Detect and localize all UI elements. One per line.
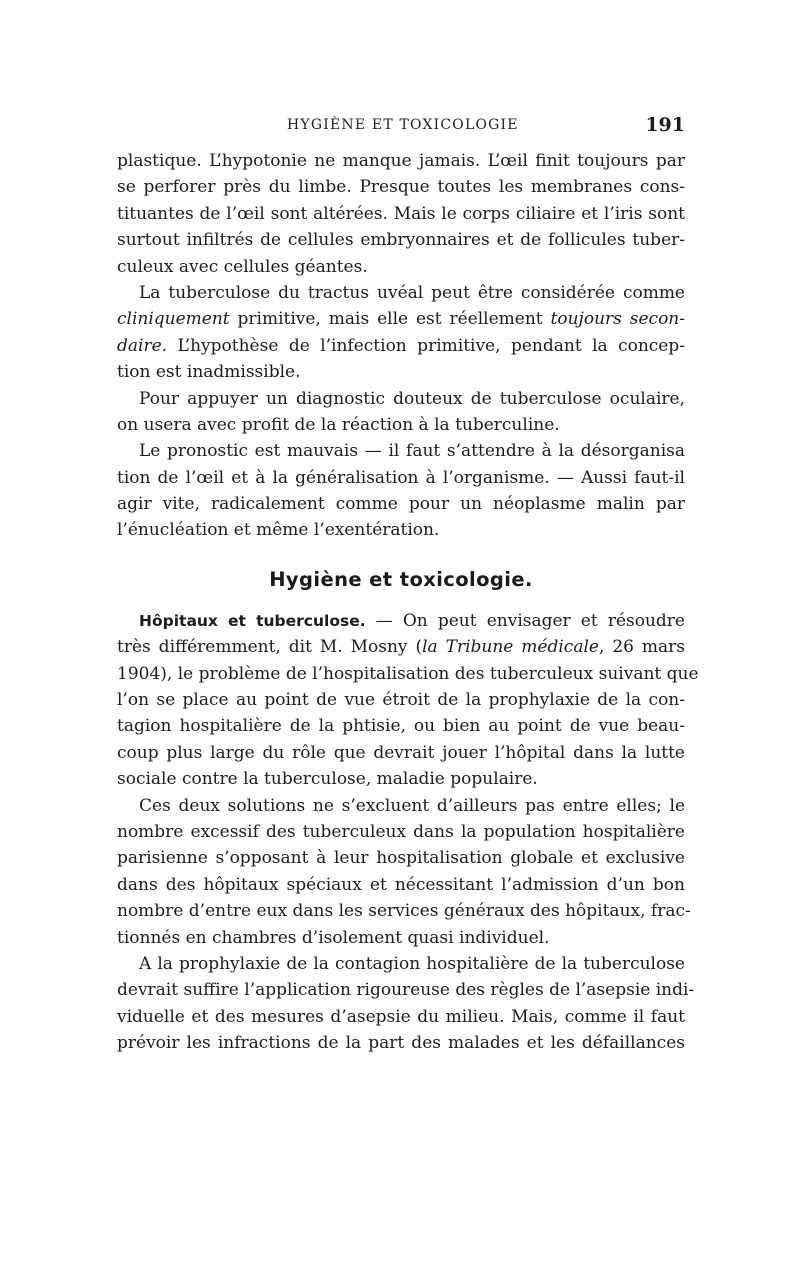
text-line: sociale contre la tuberculose, maladie populaire. — [117, 769, 538, 790]
text-line — [117, 333, 685, 359]
text-line: l’énucléation et même l’exentération. — [117, 520, 440, 541]
text-line: dans des hôpitaux spéciaux et nécessitant l’admission d’un bon — [117, 874, 685, 895]
text-line: prévoir les infractions de la part des malades et les défaillances — [117, 1033, 685, 1054]
text-run: primitive, mais elle est réellement — [229, 309, 551, 330]
section-heading: Hygiène et toxicologie. — [269, 567, 533, 591]
text-line: se perforer près du limbe. Presque toutes les membranes cons- — [117, 177, 685, 198]
text-line: devrait suffire l’application rigoureuse des règles de l’asepsie indi- — [117, 980, 695, 1001]
text-line: culeux avec cellules géantes. — [117, 256, 368, 277]
running-title: HYGIÈNE ET TOXICOLOGIE — [287, 117, 519, 133]
paragraph-3 — [117, 386, 685, 439]
italic-title: la Tribune médicale — [422, 637, 599, 658]
text-line — [117, 608, 685, 634]
text-line: La tuberculose du tractus uvéal peut être considérée comme — [139, 282, 685, 303]
text-line: surtout infiltrés de cellules embryonnaires et de follicules tuber- — [117, 230, 685, 251]
text-line: l’on se place au point de vue étroit de la prophylaxie de la con- — [117, 690, 685, 711]
text-run: L’hypothèse de l’infection primitive, pendant la concep- — [167, 335, 685, 356]
text-line: nombre excessif des tuberculeux dans la population hospitalière — [117, 821, 685, 842]
paragraph-6 — [117, 793, 691, 951]
text-line: Le pronostic est mauvais — il faut s’attendre à la désorganisa — [139, 441, 685, 462]
text-line: on usera avec profit de la réaction à la tuberculine. — [117, 414, 560, 435]
text-line: agir vite, radicalement comme pour un néoplasme malin par — [117, 494, 685, 515]
body-text — [117, 148, 699, 1057]
text-line: tituantes de l’œil sont altérées. Mais le corps ciliaire et l’iris sont — [117, 203, 685, 224]
text-line: tion de l’œil et à la généralisation à l’organisme. — Aussi faut-il — [117, 467, 685, 488]
text-run: , 26 mars — [598, 637, 685, 658]
paragraph-5 — [117, 608, 699, 793]
text-line: viduelle et des mesures d’asepsie du milieu. Mais, comme il faut — [117, 1006, 685, 1027]
text-line: parisienne s’opposant à leur hospitalisation globale et exclusive — [117, 848, 685, 869]
text-line: nombre d’entre eux dans les services généraux des hôpitaux, frac- — [117, 901, 691, 922]
paragraph-7 — [117, 951, 695, 1057]
text-line: tionnés en chambres d’isolement quasi individuel. — [117, 927, 550, 948]
text-line — [117, 634, 685, 660]
text-line: 1904), le problème de l’hospitalisation des tuberculeux suivant que — [117, 663, 699, 684]
text-line: Pour appuyer un diagnostic douteux de tuberculose oculaire, — [139, 388, 685, 409]
paragraph-4 — [117, 438, 685, 544]
page-number: 191 — [645, 114, 685, 136]
text-run: — On peut envisager et résoudre — [365, 610, 685, 631]
paragraph-1 — [117, 148, 685, 280]
running-head — [117, 114, 685, 141]
text-line: tagion hospitalière de la phtisie, ou bien au point de vue beau- — [117, 716, 685, 737]
text-line: Ces deux solutions ne s’excluent d’ailleurs pas entre elles; le — [139, 795, 685, 816]
text-line: plastique. L’hypotonie ne manque jamais. L’œil finit toujours par — [117, 151, 685, 171]
text-line: A la prophylaxie de la contagion hospitalière de la tuberculose — [139, 953, 685, 974]
paragraph-2 — [117, 280, 685, 386]
text-line: coup plus large du rôle que devrait jouer l’hôpital dans la lutte — [117, 742, 685, 763]
italic-term: toujours secon- — [550, 309, 685, 330]
italic-term: daire. — [117, 335, 168, 356]
text-run: très différemment, dit M. Mosny ( — [117, 637, 423, 658]
runin-heading: Hôpitaux et tuberculose. — [139, 611, 366, 630]
italic-term: cliniquement — [117, 309, 230, 330]
text-line — [117, 306, 685, 332]
text-line: tion est inadmissible. — [117, 362, 301, 383]
